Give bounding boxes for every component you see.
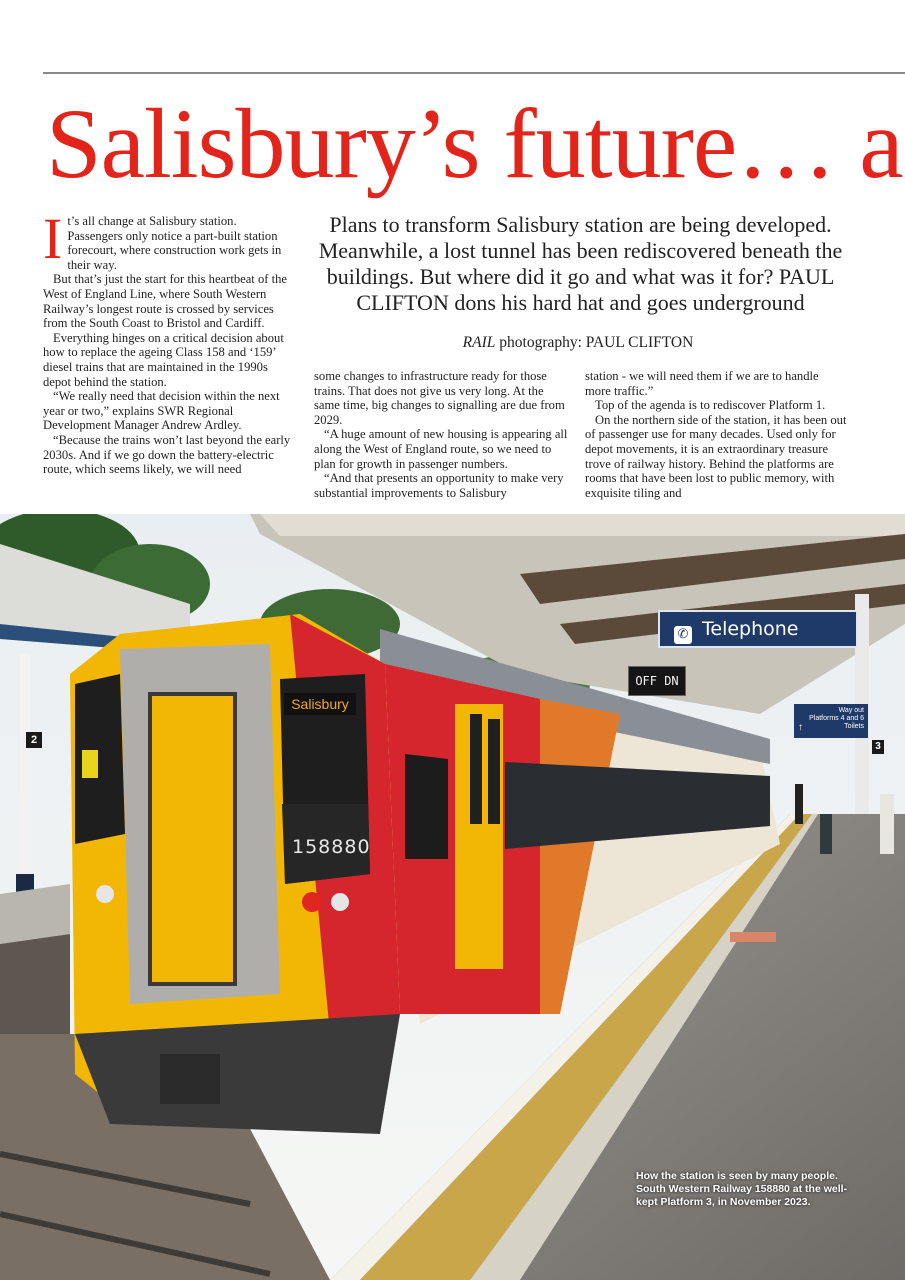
drop-cap: I xyxy=(43,206,63,271)
article-paragraph: Everything hinges on a critical decision about how to replace the ageing Class 158 and ‘159’ diesel trains that are maintained in the 1990s depot behind the station. xyxy=(43,330,284,389)
article-column-3 xyxy=(585,369,847,500)
way-out-sign xyxy=(794,704,868,738)
phone-icon: ✆ xyxy=(674,626,692,644)
standfirst: Plans to transform Salisbury station are being developed. Meanwhile, a lost tunnel has been rediscovered beneath the buildings. But where did it go and what was it for? PAUL CLIFTON dons his hard hat and goes underground xyxy=(318,212,843,315)
article-paragraph: some changes to infrastructure ready for those trains. That does not give us very long. At the same time, big changes to signalling are due from 2029. xyxy=(314,369,565,427)
up-arrow-icon: ↑ xyxy=(798,722,803,733)
way-out-line1: Way out xyxy=(838,707,864,714)
photo-credit xyxy=(308,334,848,352)
telephone-sign: ✆ Telephone xyxy=(658,610,858,648)
article-paragraph: “Because the trains won’t last beyond the early 2030s. And if we go down the battery-electric route, which seems likely, we will need xyxy=(43,432,291,477)
article-paragraph: Top of the agenda is to rediscover Platform 1. xyxy=(595,398,826,413)
article-paragraph: station - we will need them if we are to handle more traffic.” xyxy=(585,369,819,398)
platform-3-marker: 3 xyxy=(872,740,884,754)
article-paragraph: But that’s just the start for this heartbeat of the West of England Line, where South Western Railway’s longest route is crossed by services from the South Coast to Bristol and Cardiff. xyxy=(43,272,287,331)
top-rule xyxy=(43,72,905,74)
credit-publication: RAIL xyxy=(462,334,496,351)
credit-photographer: photography: PAUL CLIFTON xyxy=(495,334,694,351)
headline: Salisbury’s future… a xyxy=(46,88,903,199)
platform-2-marker: 2 xyxy=(26,732,42,748)
way-out-line3: ↑ Toilets xyxy=(798,722,864,733)
photo-caption: How the station is seen by many people. South Western Railway 158880 at the well-kept Platform 3, in November 2023. xyxy=(636,1170,848,1208)
way-out-line2: Platforms 4 and 6 xyxy=(809,715,864,722)
article-paragraph: “And that presents an opportunity to make very substantial improvements to Salisbury xyxy=(314,471,564,500)
destination-display: Salisbury xyxy=(284,693,356,715)
off-dn-indicator: OFF DN xyxy=(628,666,686,696)
article-paragraph: On the northern side of the station, it has been out of passenger use for many decades. Used only for depot movements, it is an extraordinary treasure trove of railway history. Behind the platforms are rooms that have been lost to public memory, with exquisite tiling and xyxy=(585,412,847,500)
article-paragraph: “We really need that decision within the next year or two,” explains SWR Regional Development Manager Andrew Ardley. xyxy=(43,389,280,433)
article-column-1 xyxy=(43,206,295,477)
article-paragraph: “A huge amount of new housing is appearing all along the West of England route, so we need to plan for growth in passenger numbers. xyxy=(314,427,568,471)
article-column-2 xyxy=(314,369,569,500)
article-paragraph: It’s all change at Salisbury station. Passengers only notice a part-built station forecourt, where construction work gets in their way. xyxy=(43,206,282,272)
unit-number: 158880 xyxy=(292,836,371,858)
